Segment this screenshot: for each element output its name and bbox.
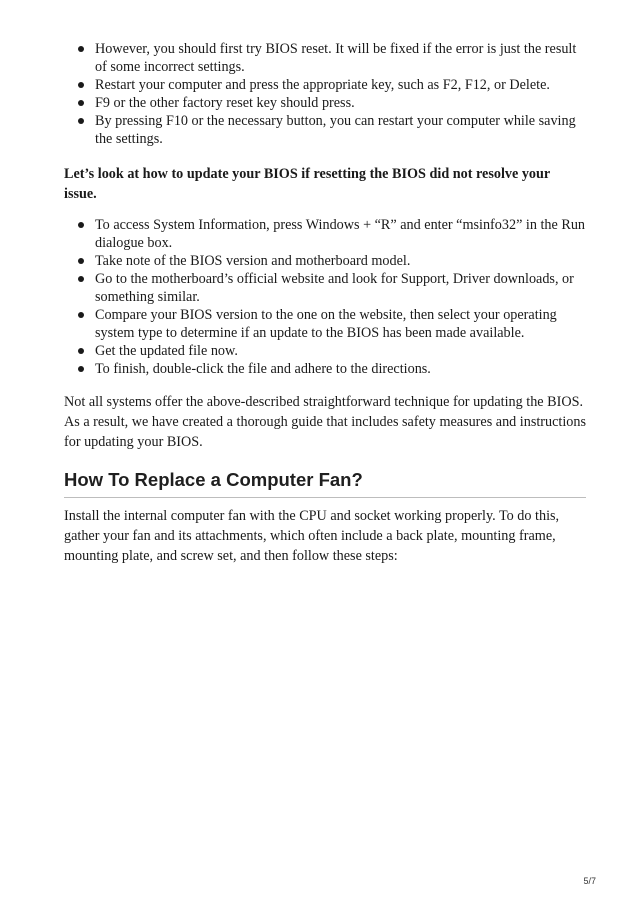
- list-item: [95, 216, 586, 252]
- list-item: [95, 360, 586, 378]
- bios-update-intro: Let’s look at how to update your BIOS if resetting the BIOS did not resolve your issue.: [64, 166, 550, 202]
- bios-update-list: [64, 216, 586, 378]
- fan-intro-paragraph: Install the internal computer fan with the CPU and socket working properly. To do this, gather your fan and its attachments, which often include a back plate, mounting frame, mounting plate, and screw set, and then follow these steps:: [64, 508, 560, 564]
- list-item-text: F9 or the other factory reset key should press.: [95, 95, 355, 111]
- list-item: [95, 306, 586, 342]
- list-item-text: Take note of the BIOS version and motherboard model.: [95, 253, 411, 269]
- bullet-icon: [78, 100, 84, 106]
- page-number: 5/7: [583, 876, 596, 886]
- list-item: [95, 252, 586, 270]
- bullet-icon: [78, 118, 84, 124]
- bullet-icon: [78, 82, 84, 88]
- list-item: [95, 40, 586, 76]
- list-item-text: However, you should first try BIOS reset. It will be fixed if the error is just the result of some incorrect settings.: [95, 41, 577, 75]
- list-item-text: Restart your computer and press the appropriate key, such as F2, F12, or Delete.: [95, 77, 550, 93]
- list-item: [95, 112, 586, 148]
- list-item-text: Compare your BIOS version to the one on the website, then select your operating system type to determine if an update to the BIOS has been made available.: [95, 307, 557, 341]
- section-heading: How To Replace a Computer Fan?: [64, 468, 586, 498]
- bios-reset-list: [64, 40, 586, 148]
- bullet-icon: [78, 46, 84, 52]
- list-item-text: To finish, double-click the file and adhere to the directions.: [95, 361, 431, 377]
- bullet-icon: [78, 258, 84, 264]
- list-item-text: By pressing F10 or the necessary button, you can restart your computer while saving the settings.: [95, 113, 576, 147]
- bullet-icon: [78, 222, 84, 228]
- list-item-text: To access System Information, press Windows + “R” and enter “msinfo32” in the Run dialogue box.: [95, 217, 586, 251]
- list-item: [95, 342, 586, 360]
- list-item-text: Go to the motherboard’s official website and look for Support, Driver downloads, or something similar.: [95, 271, 574, 305]
- list-item-text: Get the updated file now.: [95, 343, 238, 359]
- list-item: [95, 270, 586, 306]
- bullet-icon: [78, 366, 84, 372]
- bullet-icon: [78, 348, 84, 354]
- list-item: [95, 94, 586, 112]
- bullet-icon: [78, 312, 84, 318]
- document-page: [64, 40, 586, 566]
- list-item: [95, 76, 586, 94]
- bios-guide-paragraph: Not all systems offer the above-described straightforward technique for updating the BIOS. As a result, we have created a thorough guide that includes safety measures and instructions for updating your BIOS.: [64, 394, 587, 450]
- bullet-icon: [78, 276, 84, 282]
